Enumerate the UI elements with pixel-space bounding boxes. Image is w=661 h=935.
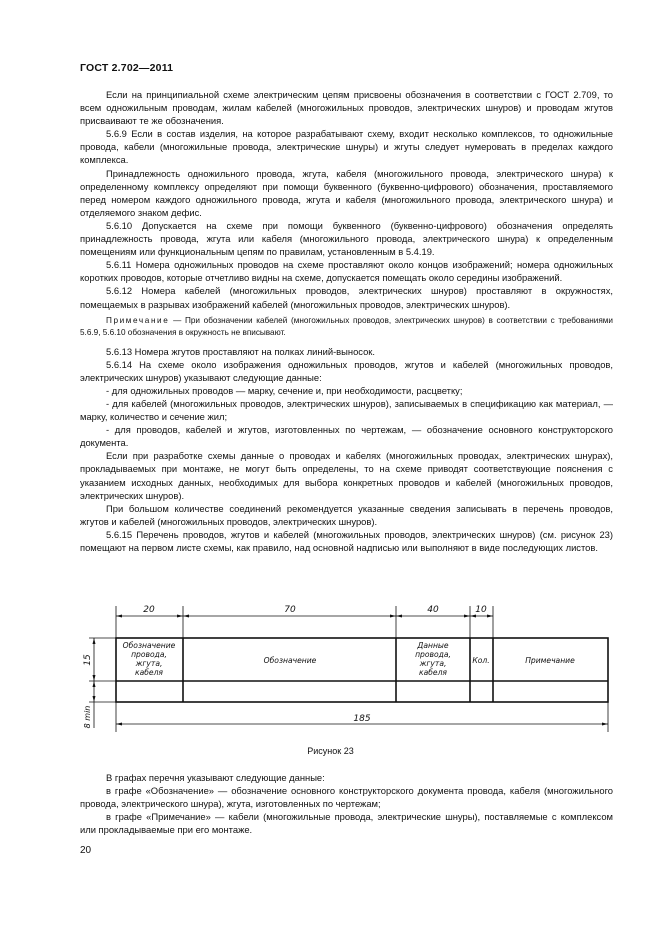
dim-row-height: 15	[83, 654, 93, 666]
dim-total: 185	[353, 714, 371, 724]
paragraph: 5.6.10 Допускается на схеме при помощи буквенного (буквенно-цифрового) обозначения определять принадлежность провода, жгута или кабеля (многожильного провода, электрического шнура) к определенным помещениям или функциональным цепям по правилам, установленным в 5.4.19.	[80, 219, 613, 258]
paragraph: Если на принципиальной схеме электрическим цепям присвоены обозначения в соответствии с ГОСТ 2.709, то всем одножильным проводам, жилам кабелей (многожильных проводов, электрических шнуров) и проводам жгутов присваивают те же обозначения.	[80, 89, 613, 127]
dim-col2: 70	[284, 605, 296, 615]
paragraph: 5.6.12 Номера кабелей (многожильных проводов, электрических шнуров) проставляют в окружностях, помещаемых в разрывах изображений кабелей (многожильных проводов, электрических шнуров).	[80, 285, 613, 310]
col-header-designation: Обозначение	[263, 656, 317, 665]
paragraph: - для проводов, кабелей и жгутов, изготовленных по чертежам, — обозначение основного конструкторского документа.	[80, 424, 613, 449]
paragraph: в графе «Примечание» — кабели (многожильные провода, электрические шнуры), поставляемые с комплексом или прокладываемые при его монтаже.	[80, 811, 613, 836]
paragraph: - для одножильных проводов — марку, сечение и, при необходимости, расцветку;	[106, 384, 463, 396]
body-text-bottom	[80, 771, 613, 836]
dim-col3: 40	[427, 605, 439, 615]
paragraph: Если при разработке схемы данные о проводах и кабелях (многожильных проводах, электрических шнурах), прокладываемых при монтаже, не могут быть определены, то на схеме приводят соответствующие пояснения с указанием исходных данных, необходимых для выбора конкретных проводов и кабелей (многожильных проводов, электрических шнуров).	[80, 450, 613, 501]
paragraph: 5.6.14 На схеме около изображения одножильных проводов, жгутов и кабелей (многожильных проводов, электрических шнуров) указывают следующие данные:	[80, 358, 613, 383]
paragraph: 5.6.11 Номера одножильных проводов на схеме проставляют около концов изображений; номера одножильных коротких проводов, которые отчетливо видны на схеме, допускается помещать около середины изображений.	[80, 259, 613, 284]
figure-caption: Рисунок 23	[307, 746, 354, 756]
paragraph: При большом количестве соединений рекомендуется указанные сведения записывать в перечень проводов, жгутов и кабелей (многожильных проводов, электрических шнуров).	[80, 502, 613, 527]
page-header: ГОСТ 2.702—2011	[80, 62, 174, 74]
paragraph: В графах перечня указывают следующие данные:	[106, 772, 325, 783]
dim-col4: 10	[475, 605, 487, 615]
table-form-drawing	[80, 600, 620, 740]
figure-23	[80, 600, 620, 740]
col-header-data: Данные провода, жгута, кабеля	[415, 641, 451, 677]
paragraph: - для кабелей (многожильных проводов, электрических шнуров), записываемых в спецификацию как материал, — марку, количество и сечение жил;	[80, 397, 613, 423]
paragraph: Принадлежность одножильного провода, жгута, кабеля (многожильного провода, электрического шнура) к определенному комплексу определяют при помощи буквенного (буквенно-цифрового) обозначения, проставляемого перед номером каждого одножильного провода, жгута и кабеля (многожильного провода, электрического шнура) и отделяемого знаком дефис.	[80, 167, 613, 218]
body-text	[80, 88, 613, 554]
col-header-designation-wire: Обозначение провода, жгута, кабеля	[122, 641, 176, 677]
dim-col1: 20	[143, 605, 155, 615]
paragraph: 5.6.9 Если в состав изделия, на которое разрабатывают схему, входит несколько комплексов, то одножильные провода, кабели (многожильные провода, электрические шнуры) и жгуты следует нумеровать в пределах каждого комплекса.	[80, 128, 613, 166]
note-label: Примечание	[106, 315, 170, 325]
col-header-note: Примечание	[525, 656, 575, 665]
paragraph: 5.6.13 Номера жгутов проставляют на полках линий-выносок.	[106, 345, 376, 357]
page-number: 20	[80, 845, 92, 856]
note	[80, 315, 613, 339]
paragraph: в графе «Обозначение» — обозначение основного конструкторского документа провода, кабеля (многожильного провода, электрического шнура), жгута, изготовленных по чертежам;	[80, 785, 613, 810]
dim-rows: 8 min	[83, 705, 92, 729]
col-header-qty: Кол.	[472, 656, 490, 665]
paragraph: 5.6.15 Перечень проводов, жгутов и кабелей (многожильных проводов, электрических шнуров) (см. рисунок 23) помещают на первом листе схемы, как правило, над основной надписью или выполняют в виде последующих листов.	[80, 528, 613, 553]
note-text: — При обозначении кабелей (многожильных проводов, электрических шнуров) в соответствии с требованиями 5.6.9, 5.6.10 обозначения в окружность не вписывают.	[80, 315, 613, 337]
